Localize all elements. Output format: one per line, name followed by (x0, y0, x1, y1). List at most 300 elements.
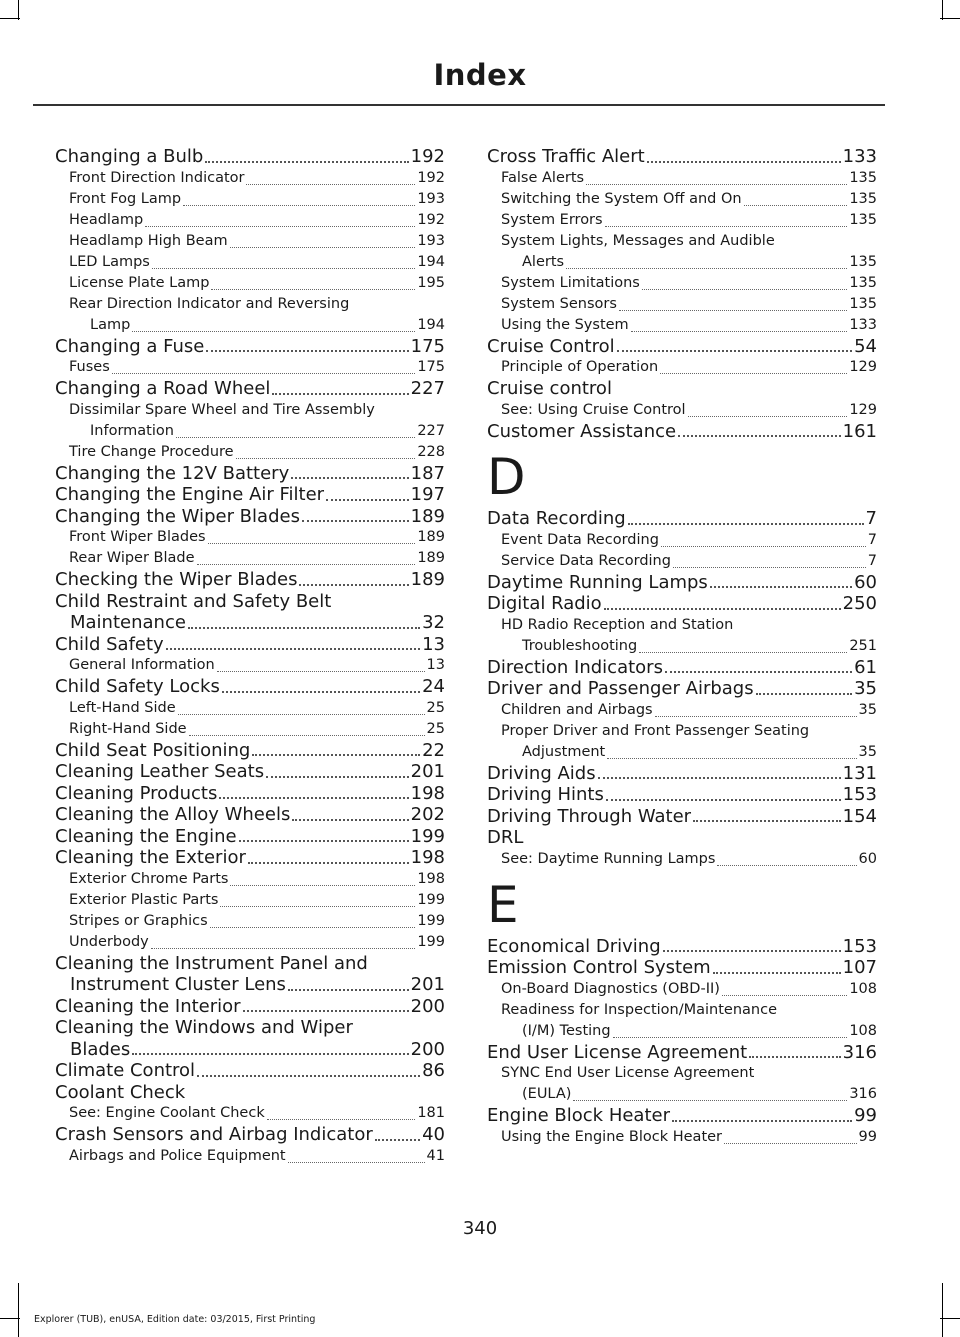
page-ref[interactable]: 25 (426, 720, 445, 737)
index-subentry[interactable] (487, 700, 877, 721)
dot-leader (617, 350, 852, 352)
page-ref[interactable]: 35 (854, 678, 877, 699)
entry-line (487, 721, 877, 742)
dot-leader (239, 840, 409, 842)
entry-line (55, 1124, 445, 1146)
entry-text: Child Safety (55, 633, 164, 655)
entry-line (55, 974, 445, 996)
index-subentry[interactable] (55, 869, 445, 890)
index-entry[interactable] (487, 784, 877, 806)
dot-leader (713, 972, 841, 974)
index-subentry[interactable] (55, 911, 445, 932)
index-subentry[interactable] (55, 1146, 445, 1167)
page-ref[interactable]: 202 (410, 804, 445, 825)
dot-leader (208, 543, 416, 544)
dot-leader (288, 1162, 425, 1163)
page-ref[interactable]: 181 (417, 1105, 445, 1121)
entry-line (55, 847, 445, 869)
index-entry[interactable] (55, 953, 445, 996)
entry-line (55, 189, 445, 210)
crop-mark (18, 1283, 19, 1337)
page-ref[interactable]: 198 (410, 782, 445, 804)
page-ref[interactable]: 41 (426, 1147, 445, 1164)
entry-line (487, 636, 877, 657)
page-ref[interactable]: 7 (865, 508, 877, 529)
dot-leader (272, 393, 408, 395)
entry-line (487, 315, 877, 336)
entry-line (55, 569, 445, 591)
index-subentry[interactable] (55, 890, 445, 911)
index-entry[interactable] (55, 783, 445, 805)
index-subentry[interactable] (55, 273, 445, 294)
index-subentry[interactable] (487, 979, 877, 1000)
page-ref[interactable]: 7 (867, 552, 877, 569)
index-subentry[interactable] (55, 527, 445, 548)
page-ref[interactable]: 13 (426, 657, 445, 673)
entry-text: Data Recording (487, 508, 626, 529)
crop-mark (940, 1318, 960, 1319)
page-ref[interactable]: 153 (842, 784, 877, 805)
entry-line (487, 1021, 877, 1042)
entry-text: Adjustment (522, 743, 606, 760)
index-subentry[interactable] (55, 932, 445, 953)
entry-text: Service Data Recording (501, 552, 671, 569)
page-ref[interactable]: 201 (410, 761, 445, 782)
entry-text: Cleaning the Interior (55, 995, 241, 1017)
page-ref[interactable]: 227 (417, 422, 445, 439)
index-entry[interactable] (55, 1082, 445, 1104)
index-subentry[interactable] (55, 655, 445, 676)
entry-text: Principle of Operation (501, 359, 659, 375)
entry-line (55, 761, 445, 783)
page-ref[interactable]: 131 (842, 762, 877, 784)
entry-text: Left-Hand Side (69, 699, 176, 716)
dot-leader (219, 797, 408, 799)
page-ref[interactable]: 7 (867, 531, 877, 548)
crop-mark (942, 0, 943, 20)
index-entry[interactable] (55, 804, 445, 826)
page-ref[interactable]: 195 (417, 274, 445, 291)
index-subentry[interactable] (55, 400, 445, 442)
page-ref[interactable]: 54 (854, 335, 877, 357)
page-ref[interactable]: 194 (417, 253, 445, 270)
index-subentry[interactable] (55, 442, 445, 463)
index-subentry[interactable] (55, 698, 445, 719)
index-entry[interactable] (487, 936, 877, 958)
index-subentry[interactable] (487, 315, 877, 336)
index-subentry[interactable] (55, 210, 445, 231)
entry-line (55, 527, 445, 548)
dot-leader (266, 776, 409, 778)
entry-text: Cross Traffic Alert (487, 146, 645, 167)
section-letter: D (487, 448, 526, 506)
page-ref[interactable]: 133 (842, 146, 877, 167)
page-ref[interactable]: 13 (422, 633, 445, 655)
entry-line (55, 911, 445, 932)
dot-leader (132, 331, 415, 332)
entry-line (487, 678, 877, 700)
dot-leader (188, 627, 420, 629)
page-ref[interactable]: 251 (849, 637, 877, 654)
entry-line (487, 849, 877, 870)
index-entry[interactable] (55, 463, 445, 485)
entry-line (55, 442, 445, 463)
index-subentry[interactable] (487, 231, 877, 273)
entry-line (55, 655, 445, 676)
index-entry[interactable] (55, 761, 445, 783)
entry-line (487, 146, 877, 168)
page-ref[interactable]: 316 (842, 1041, 877, 1063)
entry-line (55, 1017, 445, 1039)
page-ref[interactable]: 129 (849, 401, 877, 418)
crop-mark (942, 1283, 943, 1337)
dot-leader (302, 520, 409, 522)
dot-leader (197, 1075, 420, 1077)
index-entry[interactable] (487, 957, 877, 979)
page-ref[interactable]: 25 (426, 699, 445, 716)
index-subentry[interactable] (487, 400, 877, 421)
index-subentry[interactable] (487, 721, 877, 763)
dot-leader (566, 268, 847, 269)
index-subentry[interactable] (487, 1127, 877, 1148)
page-ref[interactable]: 316 (849, 1086, 877, 1102)
dot-leader (292, 819, 408, 821)
page-ref[interactable]: 175 (410, 335, 445, 357)
page-ref[interactable]: 199 (417, 933, 445, 950)
entry-text: Child Safety Locks (55, 676, 220, 697)
index-subentry[interactable] (487, 615, 877, 657)
entry-line (55, 231, 445, 252)
dot-leader (631, 331, 848, 332)
index-entry[interactable] (55, 826, 445, 848)
entry-text: Customer Assistance (487, 420, 677, 442)
entry-line (55, 783, 445, 805)
entry-text: Fuses (69, 359, 110, 375)
entry-text: Checking the Wiper Blades (55, 569, 298, 590)
dot-leader (112, 373, 416, 374)
entry-text: Engine Block Heater (487, 1105, 670, 1126)
index-entry[interactable] (487, 827, 877, 849)
index-column-right (487, 146, 877, 1148)
page-ref[interactable]: 189 (410, 569, 445, 590)
index-entry[interactable] (487, 572, 877, 594)
entry-line (487, 336, 877, 358)
page-ref[interactable]: 199 (417, 891, 445, 908)
entry-text: Exterior Plastic Parts (69, 891, 219, 908)
entry-line (487, 1127, 877, 1148)
dot-leader (299, 584, 408, 586)
dot-leader (688, 416, 848, 417)
index-subentry[interactable] (487, 168, 877, 189)
entry-text: Digital Radio (487, 593, 602, 614)
index-entry[interactable] (55, 591, 445, 634)
entry-text: Cleaning the Windows and Wiper (55, 1017, 353, 1038)
page-ref[interactable]: 197 (410, 484, 445, 505)
entry-line (487, 189, 877, 210)
index-subentry[interactable] (487, 294, 877, 315)
index-entry[interactable] (487, 678, 877, 700)
page-ref[interactable]: 35 (858, 743, 877, 760)
page-ref[interactable]: 35 (858, 701, 877, 718)
page-ref[interactable]: 60 (854, 571, 877, 593)
page-ref[interactable]: 99 (854, 1105, 877, 1126)
dot-leader (326, 499, 409, 501)
entry-text: Changing a Fuse (55, 335, 205, 357)
index-entry[interactable] (487, 146, 877, 168)
entry-text: Changing the Wiper Blades (55, 505, 300, 527)
index-entry[interactable] (487, 421, 877, 443)
index-subentry[interactable] (487, 273, 877, 294)
index-entry[interactable] (487, 508, 877, 530)
entry-text: Economical Driving (487, 935, 661, 957)
dot-leader (744, 205, 848, 206)
index-column-left (55, 146, 445, 1167)
entry-line (55, 591, 445, 613)
dot-leader (243, 1010, 409, 1012)
entry-text: Changing a Bulb (55, 146, 204, 167)
page-ref[interactable]: 135 (849, 190, 877, 207)
page-ref[interactable]: 86 (422, 1060, 445, 1081)
page-ref[interactable]: 228 (417, 443, 445, 460)
entry-line (55, 1039, 445, 1061)
page-ref[interactable]: 153 (842, 935, 877, 957)
entry-text: System Limitations (501, 274, 640, 291)
footer-edition: Explorer (TUB), enUSA, Edition date: 03/2015, First Printing (34, 1314, 316, 1325)
page-ref[interactable]: 107 (842, 957, 877, 978)
index-entry[interactable] (55, 569, 445, 591)
entry-line (487, 421, 877, 443)
index-entry[interactable] (487, 1105, 877, 1127)
dot-leader (660, 373, 847, 374)
page-ref[interactable]: 192 (417, 169, 445, 186)
entry-text: HD Radio Reception and Station (501, 616, 734, 633)
entry-text: Troubleshooting (522, 637, 638, 654)
entry-line (487, 1042, 877, 1064)
entry-line (55, 506, 445, 528)
index-entry[interactable] (55, 378, 445, 400)
page-ref[interactable]: 135 (849, 169, 877, 186)
index-subentry[interactable] (55, 252, 445, 273)
index-entry[interactable] (55, 1017, 445, 1060)
entry-text: Child Restraint and Safety Belt (55, 590, 332, 612)
entry-line (55, 1082, 445, 1104)
page-ref[interactable]: 194 (417, 316, 445, 333)
page-number: 340 (462, 1218, 498, 1239)
page-ref[interactable]: 199 (417, 912, 445, 929)
index-entry[interactable] (487, 336, 877, 358)
page-ref[interactable]: 198 (417, 870, 445, 887)
index-subentry[interactable] (55, 189, 445, 210)
entry-line (55, 315, 445, 336)
index-subentry[interactable] (55, 231, 445, 252)
index-subentry[interactable] (487, 530, 877, 551)
page-ref[interactable]: 154 (842, 805, 877, 827)
entry-text: Cruise Control (487, 335, 615, 357)
page-ref[interactable]: 24 (422, 676, 445, 697)
entry-line (487, 530, 877, 551)
dot-leader (217, 671, 425, 672)
index-subentry[interactable] (487, 210, 877, 231)
page-ref[interactable]: 201 (410, 974, 445, 995)
index-entry[interactable] (55, 146, 445, 168)
page-ref[interactable]: 200 (410, 995, 445, 1017)
entry-line (487, 784, 877, 806)
page-ref[interactable]: 40 (422, 1124, 445, 1145)
entry-text: System Lights, Messages and Audible (501, 232, 775, 249)
entry-line (487, 357, 877, 378)
page-ref[interactable]: 200 (410, 1038, 445, 1060)
index-entry[interactable] (487, 378, 877, 400)
page-ref[interactable]: 108 (849, 1022, 877, 1039)
page-ref[interactable]: 135 (849, 211, 877, 228)
page-ref[interactable]: 227 (410, 378, 445, 399)
index-entry[interactable] (487, 806, 877, 828)
entry-text: Changing the Engine Air Filter (55, 484, 325, 505)
entry-text: LED Lamps (69, 253, 150, 270)
index-entry[interactable] (55, 676, 445, 698)
page-ref[interactable]: 199 (410, 825, 445, 847)
dot-leader (230, 247, 416, 248)
entry-line (55, 1060, 445, 1082)
index-entry[interactable] (55, 847, 445, 869)
page-ref[interactable]: 161 (842, 420, 877, 442)
dot-leader (132, 1053, 408, 1055)
entry-line (487, 806, 877, 828)
entry-line (487, 957, 877, 979)
page-ref[interactable]: 135 (849, 274, 877, 291)
dot-leader (267, 1119, 416, 1120)
index-subentry[interactable] (55, 1103, 445, 1124)
index-entry[interactable] (55, 506, 445, 528)
entry-text: Driver and Passenger Airbags (487, 678, 754, 699)
index-subentry[interactable] (487, 357, 877, 378)
dot-leader (151, 948, 416, 949)
index-entry[interactable] (55, 336, 445, 358)
dot-leader (222, 691, 420, 693)
index-entry[interactable] (55, 996, 445, 1018)
entry-text: Child Seat Positioning (55, 739, 251, 761)
entry-text: Rear Direction Indicator and Reversing (69, 295, 350, 312)
dot-leader (647, 161, 841, 163)
page-ref[interactable]: 133 (849, 316, 877, 333)
page-ref[interactable]: 135 (849, 253, 877, 270)
entry-line (487, 1105, 877, 1127)
entry-text: Driving Aids (487, 762, 596, 784)
page-ref[interactable]: 60 (858, 850, 877, 867)
dot-leader (598, 777, 841, 779)
dot-leader (236, 458, 416, 459)
page-ref[interactable]: 192 (410, 146, 445, 167)
index-subentry[interactable] (55, 548, 445, 569)
index-entry[interactable] (55, 484, 445, 506)
page-ref[interactable]: 108 (849, 980, 877, 997)
entry-line (55, 421, 445, 442)
dot-leader (607, 758, 856, 759)
page-ref[interactable]: 198 (410, 847, 445, 868)
dot-leader (145, 226, 415, 227)
entry-text: Emission Control System (487, 957, 711, 978)
index-entry[interactable] (487, 657, 877, 679)
page-ref[interactable]: 175 (417, 359, 445, 375)
entry-text: See: Daytime Running Lamps (501, 850, 716, 867)
page-ref[interactable]: 193 (417, 232, 445, 249)
index-subentry[interactable] (487, 1063, 877, 1105)
entry-line (487, 1084, 877, 1105)
entry-text: SYNC End User License Agreement (501, 1065, 755, 1081)
entry-line (487, 742, 877, 763)
entry-line (55, 719, 445, 740)
dot-leader (291, 477, 408, 479)
page-ref[interactable]: 187 (410, 462, 445, 484)
page-ref[interactable]: 99 (858, 1128, 877, 1145)
entry-text: Blades (70, 1038, 131, 1060)
entry-text: Front Fog Lamp (69, 190, 182, 207)
entry-line (55, 890, 445, 911)
dot-leader (665, 671, 852, 673)
dot-leader (176, 437, 415, 438)
entry-text: Cleaning the Instrument Panel and (55, 952, 368, 974)
index-entry[interactable] (487, 1042, 877, 1064)
dot-leader (672, 1120, 852, 1122)
page-ref[interactable]: 129 (849, 359, 877, 375)
entry-line (55, 869, 445, 890)
entry-text: See: Engine Coolant Check (69, 1105, 265, 1121)
index-subentry[interactable] (487, 849, 877, 870)
page-ref[interactable]: 61 (854, 656, 877, 678)
index-subentry[interactable] (55, 294, 445, 336)
entry-text: Proper Driver and Front Passenger Seating (501, 722, 810, 739)
index-entry[interactable] (55, 634, 445, 656)
dot-leader (246, 184, 415, 185)
page-ref[interactable]: 189 (417, 529, 445, 545)
entry-line (487, 979, 877, 1000)
dot-leader (606, 799, 841, 801)
page-ref[interactable]: 22 (422, 739, 445, 761)
page-ref[interactable]: 135 (849, 295, 877, 312)
dot-leader (152, 268, 415, 269)
entry-line (55, 548, 445, 569)
index-entry[interactable] (55, 740, 445, 762)
page-ref[interactable]: 189 (417, 550, 445, 566)
dot-leader (573, 1100, 847, 1101)
index-subentry[interactable] (55, 719, 445, 740)
entry-text: Maintenance (70, 612, 186, 633)
index-subentry[interactable] (487, 1000, 877, 1042)
entry-text: General Information (69, 657, 215, 673)
index-subentry[interactable] (487, 551, 877, 572)
entry-text: Switching the System Off and On (501, 190, 742, 207)
entry-line (55, 1103, 445, 1124)
page-ref[interactable]: 189 (410, 505, 445, 527)
index-subentry[interactable] (487, 189, 877, 210)
page-ref[interactable]: 192 (417, 211, 445, 228)
index-entry[interactable] (55, 1124, 445, 1146)
index-entry[interactable] (487, 763, 877, 785)
entry-text: Cleaning the Alloy Wheels (55, 804, 291, 825)
index-subentry[interactable] (55, 357, 445, 378)
index-subentry[interactable] (55, 168, 445, 189)
page-ref[interactable]: 193 (417, 190, 445, 207)
page-ref[interactable]: 250 (842, 593, 877, 614)
entry-line (487, 378, 877, 400)
page-ref[interactable]: 32 (422, 612, 445, 633)
index-entry[interactable] (55, 1060, 445, 1082)
entry-line (487, 615, 877, 636)
entry-line (55, 676, 445, 698)
dot-leader (749, 1056, 840, 1058)
index-entry[interactable] (487, 593, 877, 615)
entry-text: Alerts (522, 253, 565, 270)
